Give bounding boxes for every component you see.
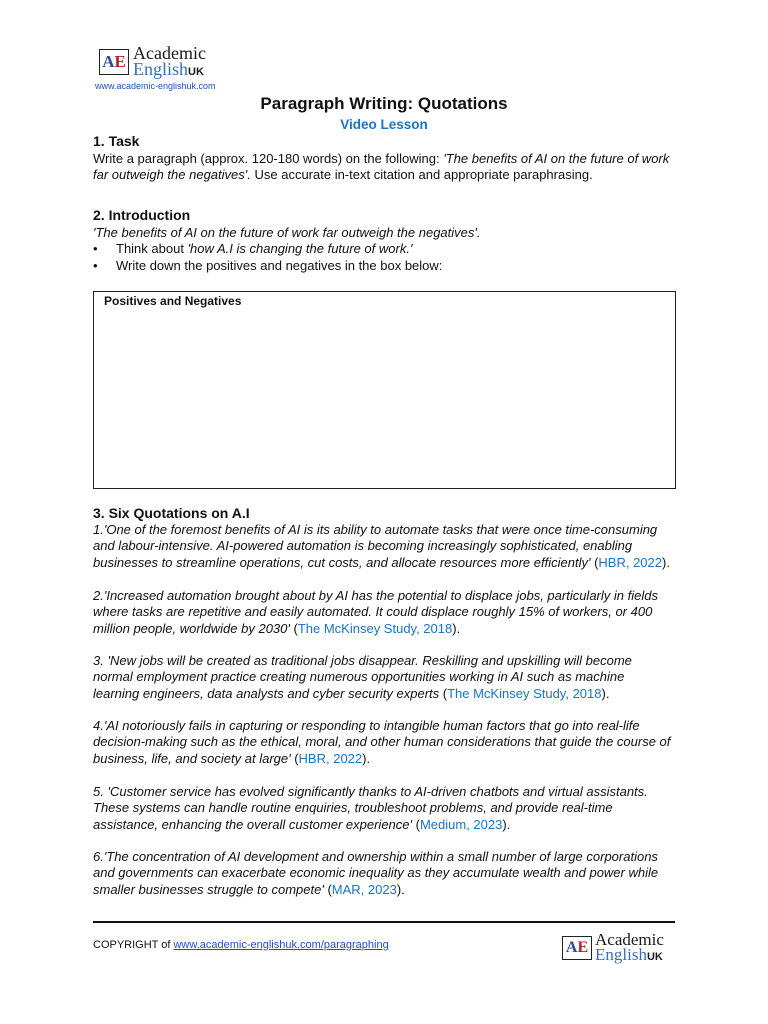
quotation-4: 4.'AI notoriously fails in capturing or responding to intangible human factors that go into real-life decision-making such as the ethical, moral, and other human considerations that guide the course of business, life, and society at large' (HBR, 2022). xyxy=(93,718,671,766)
introduction-heading: 2. Introduction xyxy=(93,207,191,223)
task-text: Write a paragraph (approx. 120-180 words) on the following: 'The benefits of AI on the future of work far outweigh the negatives'. Use accurate in-text citation and appropriate paraphrasing. xyxy=(93,151,670,183)
citation-link[interactable]: HBR, 2022 xyxy=(598,554,662,570)
page-subtitle: Video Lesson xyxy=(340,117,428,132)
quotations-heading: 3. Six Quotations on A.I xyxy=(93,505,250,521)
positives-negatives-box[interactable] xyxy=(93,291,676,489)
logo-text-english: EnglishUK xyxy=(133,59,204,79)
header-logo xyxy=(99,45,219,77)
citation-link[interactable]: The McKinsey Study, 2018 xyxy=(447,685,602,701)
task-heading: 1. Task xyxy=(93,133,140,149)
footer-logo-english: EnglishUK xyxy=(595,945,663,964)
introduction-statement: 'The benefits of AI on the future of work far outweigh the negatives'. xyxy=(93,225,481,240)
citation-link[interactable]: MAR, 2023 xyxy=(331,881,397,897)
footer-divider xyxy=(93,921,675,923)
logo-mark: A E xyxy=(99,49,129,75)
page-title: Paragraph Writing: Quotations xyxy=(260,94,508,113)
footer-logo-academic: Academic xyxy=(595,930,664,949)
quotation-1: 1.'One of the foremost benefits of AI is its ability to automate tasks that were once time-consuming and labour-intensive. AI-powered automation is becoming increasingly sophisticated, enabling businesses to streamline operations, cut costs, and allocate resources more efficiently' (HBR, 2022). xyxy=(93,522,670,570)
footer-link[interactable]: www.academic-englishuk.com/paragraphing xyxy=(173,939,389,951)
logo-text-academic: Academic xyxy=(133,43,206,63)
header-url[interactable]: www.academic-englishuk.com xyxy=(95,81,216,91)
quotation-5: 5. 'Customer service has evolved significantly thanks to AI-driven chatbots and virtual assistants. These systems can handle routine enquiries, troubleshoot problems, and provide real-time assistance, enhancing the overall customer experience' (Medium, 2023). xyxy=(93,784,648,832)
introduction-bullet-1: • Think about 'how A.I is changing the future of work.' xyxy=(93,241,413,256)
box-label: Positives and Negatives xyxy=(104,294,242,308)
citation-link[interactable]: HBR, 2022 xyxy=(298,750,363,766)
citation-link[interactable]: The McKinsey Study, 2018 xyxy=(297,620,453,636)
footer-logo-mark: A E xyxy=(562,936,592,960)
quotation-6: 6.'The concentration of AI development and ownership within a small number of large corporations and governments can exacerbate economic inequality as they accumulate wealth and power while smaller businesses struggle to compete' (MAR, 2023). xyxy=(93,849,659,897)
introduction-bullet-2: • Write down the positives and negatives in the box below: xyxy=(93,258,443,273)
footer-copyright: COPYRIGHT of www.academic-englishuk.com/paragraphing xyxy=(93,939,389,951)
quotation-3: 3. 'New jobs will be created as traditional jobs disappear. Reskilling and upskilling will become normal employment practice creating numerous opportunities working in AI such as machine learning engineers, data analysts and cyber security experts (The McKinsey Study, 2018). xyxy=(93,653,632,701)
citation-link[interactable]: Medium, 2023 xyxy=(419,816,503,832)
footer-logo xyxy=(562,932,677,964)
quotation-2: 2.'Increased automation brought about by AI has the potential to displace jobs, particularly in fields where tasks are repetitive and easily automated. It could displace roughly 15% of workers, or 400 million people, worldwide by 2030' (The McKinsey Study, 2018). xyxy=(93,588,658,636)
